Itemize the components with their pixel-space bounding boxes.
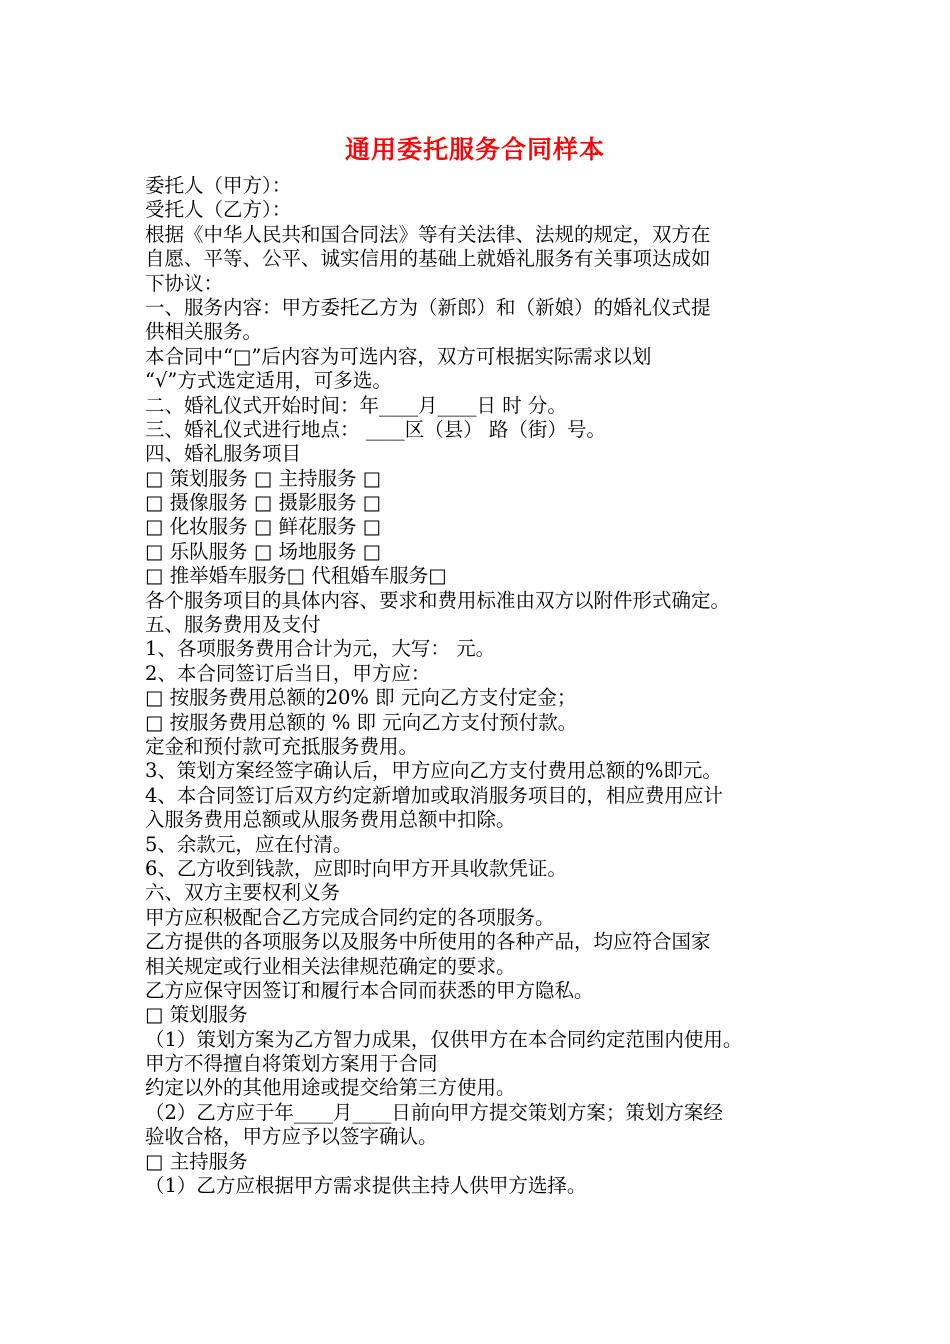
checkbox-line: □ 按服务费用总额的 % 即 元向乙方支付预付款。 xyxy=(145,710,578,734)
document-title: 通用委托服务合同样本 xyxy=(344,135,605,164)
checkbox-line: □ 策划服务 □ 主持服务 □ xyxy=(145,466,382,490)
checkbox-line: □ 乐队服务 □ 场地服务 □ xyxy=(145,539,382,563)
text-line: “√”方式选定适用，可多选。 xyxy=(145,369,392,393)
text-line: 验收合格，甲方应予以签字确认。 xyxy=(145,1125,438,1149)
text-line: 六、双方主要权利义务 xyxy=(145,881,341,905)
text-line: 甲方应积极配合乙方完成合同约定的各项服务。 xyxy=(145,905,555,929)
text-line: 一、服务内容：甲方委托乙方为（新郎）和（新娘）的婚礼仪式提 xyxy=(145,295,711,319)
checkbox-line: □ 化妆服务 □ 鲜花服务 □ xyxy=(145,515,382,539)
checkbox-line: □ 摄像服务 □ 摄影服务 □ xyxy=(145,491,382,515)
checkbox-line: □ 推举婚车服务□ 代租婚车服务□ xyxy=(145,564,447,588)
text-line: 1、各项服务费用合计为元，大写： 元。 xyxy=(145,637,496,661)
text-line: （2）乙方应于年____月____日前向甲方提交策划方案；策划方案经 xyxy=(145,1100,723,1124)
text-line: 下协议： xyxy=(145,271,224,295)
text-line: （1）策划方案为乙方智力成果，仅供甲方在本合同约定范围内使用。 xyxy=(145,1027,743,1051)
text-line: （1）乙方应根据甲方需求提供主持人供甲方选择。 xyxy=(145,1174,587,1198)
text-line: 根据《中华人民共和国合同法》等有关法律、法规的规定，双方在 xyxy=(145,222,711,246)
text-line: 受托人（乙方）： xyxy=(145,198,292,222)
text-line: 3、策划方案经签字确认后，甲方应向乙方支付费用总额的%即元。 xyxy=(145,759,722,783)
text-line: 约定以外的其他用途或提交给第三方使用。 xyxy=(145,1076,516,1100)
text-line: 定金和预付款可充抵服务费用。 xyxy=(145,734,419,758)
text-line: 相关规定或行业相关法律规范确定的要求。 xyxy=(145,954,516,978)
text-line: 三、婚礼仪式进行地点： ____区（县） 路（街）号。 xyxy=(145,417,606,441)
text-line: 自愿、平等、公平、诚实信用的基础上就婚礼服务有关事项达成如 xyxy=(145,247,711,271)
text-line: 6、乙方收到钱款，应即时向甲方开具收款凭证。 xyxy=(145,856,567,880)
text-line: 四、婚礼服务项目 xyxy=(145,442,302,466)
checkbox-line: □ 主持服务 xyxy=(145,1149,248,1173)
text-line: 4、本合同签订后双方约定新增加或取消服务项目的，相应费用应计 xyxy=(145,783,723,807)
checkbox-line: □ 策划服务 xyxy=(145,1003,248,1027)
text-line: 5、余款元，应在付清。 xyxy=(145,832,353,856)
text-line: 委托人（甲方）： xyxy=(145,174,292,197)
text-line: 本合同中“□”后内容为可选内容，双方可根据实际需求以划 xyxy=(145,344,652,368)
text-line: 甲方不得擅自将策划方案用于合同 xyxy=(145,1052,438,1076)
text-line: 乙方应保守因签订和履行本合同而获悉的甲方隐私。 xyxy=(145,978,594,1002)
text-line: 乙方提供的各项服务以及服务中所使用的各种产品，均应符合国家 xyxy=(145,930,711,954)
text-line: 2、本合同签订后当日，甲方应： xyxy=(145,661,431,685)
text-line: 五、服务费用及支付 xyxy=(145,613,321,637)
text-line: 各个服务项目的具体内容、要求和费用标准由双方以附件形式确定。 xyxy=(145,588,731,612)
text-line: 入服务费用总额或从服务费用总额中扣除。 xyxy=(145,808,516,832)
checkbox-line: □ 按服务费用总额的20% 即 元向乙方支付定金； xyxy=(145,686,577,710)
text-line: 供相关服务。 xyxy=(145,320,263,344)
text-line: 二、婚礼仪式开始时间：年____月____日 时 分。 xyxy=(145,393,567,417)
document-body xyxy=(145,174,825,1198)
